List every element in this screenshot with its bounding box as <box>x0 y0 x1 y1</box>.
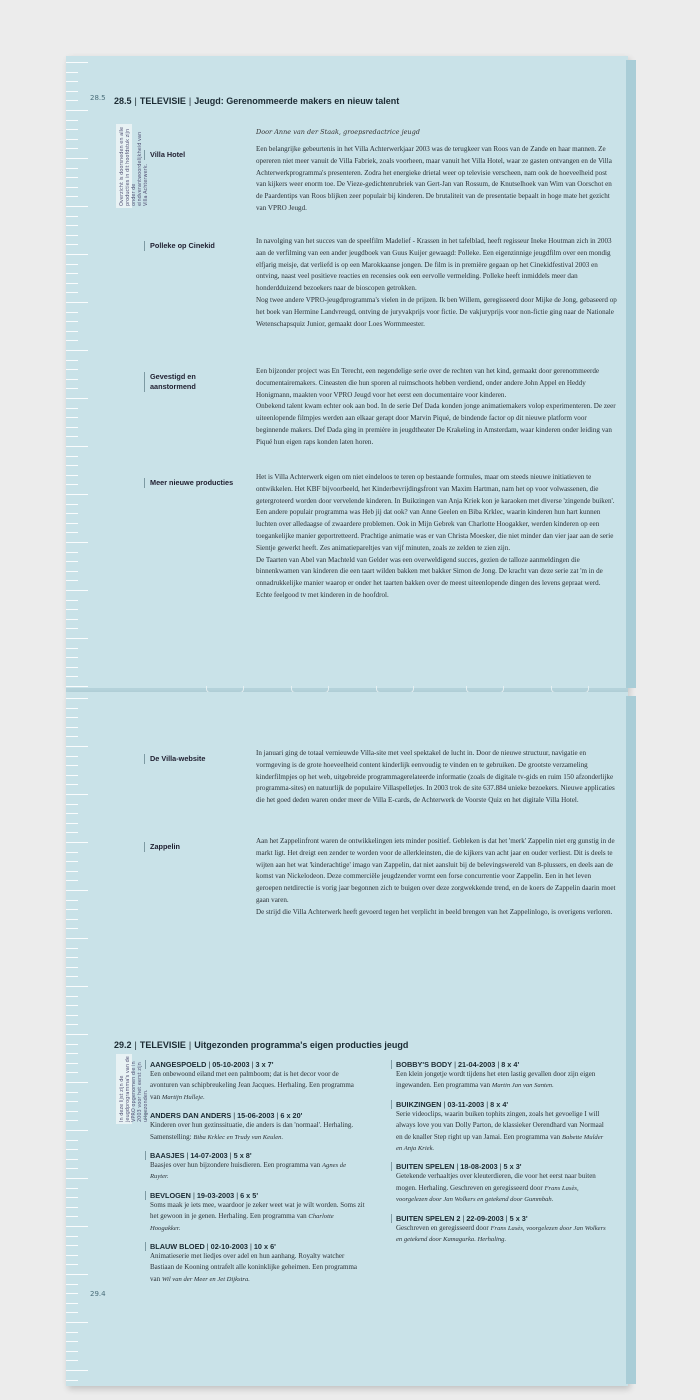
ruler-tick <box>66 1264 78 1265</box>
ruler-tick <box>66 1168 78 1169</box>
program-text: Geschreven en geregisseerd door <box>396 1223 491 1232</box>
program-name: BAASJES <box>150 1151 185 1161</box>
page-marker: 29.4 <box>90 1290 106 1298</box>
program-format: 5 x 8' <box>233 1151 252 1161</box>
ruler-tick <box>66 880 78 881</box>
ruler-tick <box>66 446 88 447</box>
ruler-tick <box>66 523 78 524</box>
ruler-tick <box>66 708 78 709</box>
ruler-tick <box>66 1111 78 1112</box>
program-description <box>396 1223 611 1246</box>
ruler-tick <box>66 1245 78 1246</box>
paragraph: In januari ging de totaal vernieuwde Villa-site met veel spektakel de lucht in. Door de nieuwe structuur, navigatie en vormgeving is de grote hoeveelheid content kinderlijk eenvoudig te vinden en te gebruiken. De grootste verzameling kinderfilmpjes op het web, uitgebreide programmagerelateerde informatie (zoals de digitale tv-gids en ruim 150 afzonderlijke programma-sites) en natuurlijk de populaire Villaspelletjes. In 2003 trok de site 637.884 unieke bezoekers. Nieuwe applicaties die het goed deden waren onder meer de Villa E-cards, de Achterwerk de Voorste Quiz en het digitale Villa Hotel. <box>256 749 615 805</box>
ruler-tick <box>66 1332 78 1333</box>
ruler-tick <box>66 628 78 629</box>
ruler-tick <box>66 561 78 562</box>
ruler-tick <box>66 909 78 910</box>
ruler-tick <box>66 996 78 997</box>
program-format: 6 x 20' <box>280 1111 303 1121</box>
program-list-left <box>150 1060 365 1293</box>
ruler-tick <box>66 369 78 370</box>
program-credit: Agnes de Ruyter. <box>150 1162 347 1181</box>
program-name: BUITEN SPELEN 2 <box>396 1213 461 1223</box>
ruler-tick <box>66 283 78 284</box>
program-date: 22-09-2003 <box>466 1213 504 1223</box>
ruler-tick <box>66 638 88 639</box>
ruler-tick <box>66 948 78 949</box>
ruler-tick <box>66 62 88 63</box>
ruler-tick <box>66 148 78 149</box>
ruler-tick <box>66 273 78 274</box>
program-text: Soms maak je iets mee, waardoor je zeker weet wat je wilt worden. Soms zit het gewoon in je genen. Herhaling. Een programma van <box>150 1200 365 1221</box>
entry-text <box>256 236 618 330</box>
side-note-text: In deze lijst zijn de jeugdprogramma's van de VPRO opgenomen die in 2003 voor het eerst zijn uitgezonden. <box>119 1056 149 1122</box>
program-header: BUITEN SPELEN | 18-08-2003 | 5 x 3' <box>391 1162 611 1171</box>
side-note <box>116 124 149 208</box>
ruler-tick <box>66 1044 78 1045</box>
program-date: 18-08-2003 <box>460 1162 498 1172</box>
program-date: 05-10-2003 <box>212 1060 250 1069</box>
ruler-tick <box>66 736 78 737</box>
ruler-tick <box>66 1255 78 1256</box>
section-title: Uitgezonden programma's eigen producties jeugd <box>194 1040 409 1050</box>
ruler-tick <box>66 1207 78 1208</box>
ruler-tick <box>66 842 88 843</box>
ruler-tick <box>66 1178 88 1179</box>
program-format: 5 x 3' <box>503 1162 522 1172</box>
ruler-tick <box>66 340 78 341</box>
program-description <box>150 1069 365 1103</box>
ruler-tick <box>66 938 88 939</box>
ruler-tick <box>66 1293 78 1294</box>
section-number: 29.2 <box>114 1040 132 1050</box>
ruler-tick <box>66 475 78 476</box>
ruler-tick <box>66 456 78 457</box>
ruler-tick <box>66 417 78 418</box>
entry-text <box>256 144 618 215</box>
program-date: 03-11-2003 <box>447 1099 485 1109</box>
ruler-tick <box>66 1130 88 1131</box>
ruler-tick <box>66 235 78 236</box>
ruler-tick <box>66 1072 78 1073</box>
section-title: Jeugd: Gerenommeerde makers en nieuw talent <box>194 96 400 106</box>
ruler-tick <box>66 292 78 293</box>
ruler-tick <box>66 1120 78 1121</box>
ruler-tick <box>66 388 78 389</box>
paragraph: Een bijzonder project was En Terecht, een negendelige serie over de rechten van het kind, gemaakt door gerenommeerde documentairemakers. Cineasten die hun sporen al ruimschoots hebben verdiend, onder andere John Appel en Heddy Honigmann, maakten voor VPRO Jeugd voor het eerst een documentaire voor kinderen. <box>256 367 600 399</box>
program-description <box>396 1069 611 1092</box>
program-format: 10 x 6' <box>253 1242 276 1252</box>
ruler-tick <box>66 619 78 620</box>
margin-ruler <box>66 56 92 690</box>
entry-title: Gevestigd en aanstormend <box>144 372 240 392</box>
ruler-tick <box>66 871 78 872</box>
bottom-page <box>66 692 628 1386</box>
ruler-tick <box>66 1303 78 1304</box>
paragraph: Het is Villa Achterwerk eigen om niet eindeloos te teren op bestaande formules, maar om steeds nieuwe initiatieven te ontwikkelen. Het KBF bijvoorbeeld, het Kinderbevrijdingsfront van Maxim Hartman, nam het op voor volwassenen, die getergroteerd worden door vervelende kinderen. In Buikzingen van Anja Kriek kon je karaoken met diverse 'zingende buiken'. Een andere populair programma was Heb jij dat ook? van Anne Geelen en Biba Krklec, waarin kinderen hun hart kunnen luchten over alledaagse of zwaardere problemen. Ook in Mijn Gebrek van Charlotte Hoogakker, werden kinderen op een toegankelijke manier geportretteerd. Prachtige animatie was er van Christa Moesker, die niet minder dan vier jaar aan de serie Sientje gewerkt heeft. Zes animatiepareltjes van vijf minuten, zoals ze zelden te zien zijn. <box>256 473 615 552</box>
program-format: 6 x 5' <box>240 1190 259 1200</box>
entry-title: De Villa-website <box>144 754 240 764</box>
margin-ruler <box>66 692 92 1386</box>
ruler-tick <box>66 657 78 658</box>
program-name: BLAUW BLOED <box>150 1242 205 1252</box>
program-credit: Biba Krklec en Trudy van Keulen. <box>193 1133 284 1141</box>
ruler-tick <box>66 120 78 121</box>
program-name: BOBBY'S BODY <box>396 1060 453 1069</box>
booklet <box>66 56 628 1394</box>
program-item <box>150 1151 365 1183</box>
section-category: TELEVISIE <box>139 96 186 106</box>
program-date: 19-03-2003 <box>196 1190 235 1200</box>
ruler-tick <box>66 765 78 766</box>
ruler-tick <box>66 129 78 130</box>
ruler-tick <box>66 436 78 437</box>
ruler-tick <box>66 379 78 380</box>
ruler-tick <box>66 600 78 601</box>
entry-text <box>256 472 618 602</box>
ruler-tick <box>66 1082 88 1083</box>
ruler-tick <box>66 465 78 466</box>
ruler-tick <box>66 1159 78 1160</box>
ruler-tick <box>66 1063 78 1064</box>
side-note-text: Overzicht is doorsneden en alle producties in dit hoofdstuk zijn onder de eindverantwoordelijkheid van Villa Achterwerk. <box>119 126 149 206</box>
ruler-tick <box>66 823 78 824</box>
ruler-tick <box>66 852 78 853</box>
program-item <box>396 1162 611 1205</box>
ruler-tick <box>66 312 78 313</box>
ruler-tick <box>66 1024 78 1025</box>
program-format: 8 x 4' <box>490 1099 509 1109</box>
program-header: BEVLOGEN | 19-03-2003 | 6 x 5' <box>145 1191 365 1200</box>
ruler-tick <box>66 1380 78 1381</box>
ruler-tick <box>66 494 88 495</box>
byline: Door Anne van der Staak, groepsredactrice jeugd <box>256 128 420 136</box>
ruler-tick <box>66 513 78 514</box>
paragraph: De strijd die Villa Achterwerk heeft gevoerd tegen het verplicht in beeld brengen van het Zappelinlogo, is overigens verloren. <box>256 907 613 916</box>
section-header: 28.5 | TELEVISIE | Jeugd: Gerenommeerde makers en nieuw talent <box>114 96 400 106</box>
program-header: BUIKZINGEN | 03-11-2003 | 8 x 4' <box>391 1100 611 1109</box>
ruler-tick <box>66 1197 78 1198</box>
program-item <box>150 1191 365 1234</box>
section-number: 28.5 <box>114 96 132 106</box>
program-name: BUITEN SPELEN <box>396 1162 455 1172</box>
ruler-tick <box>66 408 78 409</box>
entry-title: Meer nieuwe producties <box>144 478 240 488</box>
program-date: 14-07-2003 <box>190 1151 228 1161</box>
program-name: BEVLOGEN <box>150 1190 191 1200</box>
ruler-tick <box>66 264 78 265</box>
program-item <box>396 1060 611 1092</box>
ruler-tick <box>66 196 78 197</box>
ruler-tick <box>66 727 78 728</box>
paragraph: In navolging van het succes van de speelfilm Madelief - Krassen in het tafelblad, heeft regisseur Ineke Houtman zich in 2003 aan de verfilming van een ander jeugdboek van Guus Kuijer gewaagd: Polleke. Een eigenzinnige jeugdfilm over een mondig elfjarig meisje, dat verliefd is op een Marokkaanse jongen. De film is in première gegaan op het Cinekidfestival 2003 en ontving, naast veel positieve reacties en recensies ook een eervolle vermelding. Polleke heeft inmiddels meer dan honderdduizend bezoekers naar de bioscopen getrokken. <box>256 237 612 293</box>
program-text: Kinderen over hun gezinssituatie, die anders is dan 'normaal'. Herhaling. Samenstelling: <box>150 1121 354 1141</box>
ruler-tick <box>66 206 88 207</box>
ruler-tick <box>66 717 78 718</box>
entry-text <box>256 748 618 807</box>
ruler-tick <box>66 957 78 958</box>
program-date: 21-04-2003 <box>457 1060 496 1069</box>
ruler-tick <box>66 484 78 485</box>
ruler-tick <box>66 580 78 581</box>
ruler-tick <box>66 1092 78 1093</box>
program-text: Getekende verhaaltjes over kleuterdieren, die voor het eerst naar buiten mogen. Herhaling. Geschreven en geregisseerd door <box>396 1172 596 1192</box>
ruler-tick <box>66 1370 88 1371</box>
program-credit: Charlotte Hoogakker. <box>150 1213 334 1232</box>
program-header: AANGESPOELD | 05-10-2003 | 3 x 7' <box>145 1060 365 1069</box>
ruler-tick <box>66 216 78 217</box>
ruler-tick <box>66 254 88 255</box>
paragraph: Aan het Zappelinfront waren de ontwikkelingen iets minder positief. Gebleken is dat het 'merk' Zappelin niet erg gunstig in de markt ligt. Het dreigt een zender te worden voor de allerkleinsten, die de kijkers van acht jaar en ouder verliest. Dit is deels te wijten aan het wat 'kinderachtige' imago van Zappelin, dat niet aansluit bij de belevingswereld van 8-plussers, en deels aan de komst van Nickelodeon. Deze commerciële jeugdzender vormt een forse concurrentie voor Zappelin. Een in het leven geroepen netdirectie is vorig jaar begonnen zich te buigen over deze zorgwekkende trend, en de koers de Zappelin daarin moet gaan varen. <box>256 837 616 904</box>
ruler-tick <box>66 698 88 699</box>
program-name: ANDERS DAN ANDERS <box>150 1111 232 1121</box>
ruler-tick <box>66 72 78 73</box>
ruler-tick <box>66 177 78 178</box>
ruler-tick <box>66 1322 88 1323</box>
program-description <box>150 1120 365 1143</box>
ruler-tick <box>66 1360 78 1361</box>
program-date: 02-10-2003 <box>210 1242 248 1252</box>
ruler-tick <box>66 532 78 533</box>
ruler-tick <box>66 1274 88 1275</box>
entry-title: Polleke op Cinekid <box>144 241 240 251</box>
ruler-tick <box>66 1312 78 1313</box>
ruler-tick <box>66 676 78 677</box>
program-list-right <box>396 1060 611 1253</box>
ruler-tick <box>66 928 78 929</box>
ruler-tick <box>66 832 78 833</box>
entry-text <box>256 366 618 449</box>
section-header: 29.2 | TELEVISIE | Uitgezonden programma's eigen producties jeugd <box>114 1040 409 1050</box>
program-format: 8 x 4' <box>501 1060 520 1069</box>
ruler-tick <box>66 321 78 322</box>
ruler-tick <box>66 667 78 668</box>
ruler-tick <box>66 986 88 987</box>
ruler-tick <box>66 244 78 245</box>
ruler-tick <box>66 100 78 101</box>
ruler-tick <box>66 784 78 785</box>
program-item <box>396 1214 611 1246</box>
ruler-tick <box>66 804 78 805</box>
ruler-tick <box>66 813 78 814</box>
ruler-tick <box>66 900 78 901</box>
program-text: Baasjes over hun bijzondere huisdieren. Een programma van <box>150 1161 323 1170</box>
program-header: BAASJES | 14-07-2003 | 5 x 8' <box>145 1151 365 1160</box>
program-credit: Babette Mulder en Anja Kriek. <box>396 1133 604 1153</box>
ruler-tick <box>66 1216 78 1217</box>
program-description <box>150 1160 365 1183</box>
ruler-tick <box>66 571 78 572</box>
program-header: BUITEN SPELEN 2 | 22-09-2003 | 5 x 3' <box>391 1214 611 1223</box>
program-description <box>396 1171 611 1205</box>
program-text: Een onbewoond eiland met een palmboom; dat is het decor voor de avonturen van schipbreukeling Jean Jacques. Herhaling. Een programma van <box>150 1070 354 1101</box>
top-page <box>66 56 628 690</box>
ruler-tick <box>66 360 78 361</box>
ruler-tick <box>66 686 88 687</box>
program-text: Een klein jongetje wordt tijdens het eten lastig gevallen door zijn eigen ingewanden. Een programma van <box>396 1070 596 1090</box>
ruler-tick <box>66 139 78 140</box>
ruler-tick <box>66 794 88 795</box>
program-credit: Frans Lasès, voorgelezen door Jan Wolkers en getekend door Gummbah. <box>396 1184 579 1204</box>
program-text: Serie videoclips, waarin buiken tophits zingen, zoals het gevoelige I will always love you van Dolly Parton, de klassieker Oerendhard van Normaal en de knaller Step right up van Jamai. Een programma van <box>396 1109 604 1141</box>
program-credit: Wil van der Meer en Jet Dijkstra. <box>161 1275 250 1283</box>
ruler-tick <box>66 919 78 920</box>
ruler-tick <box>66 1053 78 1054</box>
ruler-tick <box>66 1101 78 1102</box>
paragraph: De Taarten van Abel van Machteld van Gelder was een overweldigend succes, gezien de talloze aanmeldingen die binnenkwamen van kinderen die een taart wilden bakken met bakker Simon de Jong. De kracht van deze serie zat 'm in de onnadrukkelijke manier waarop er onder het taarten bakken over de meest uiteenlopende dingen des levens gepraat werd. Echte feelgood tv met kinderen in de hoofdrol. <box>256 555 603 599</box>
program-text: Animatieserie met liedjes over adel en hun aanhang. Royalty watcher Bastiaan de Kooning ontrafelt alle koninklijke geheimen. Een programma van <box>150 1252 358 1283</box>
program-description <box>150 1200 365 1234</box>
paragraph: Nog twee andere VPRO-jeugdprogramma's vielen in de prijzen. Ik ben Willem, geregisseerd door Mijke de Jong, gebaseerd op het boek van Hermine Landvreugd, ontving de juryvakprijs voor fictie. De vakjuryprijs voor non-fictie ging naar de Nationale Wetenschapsquiz Junior, gemaakt door Loes Wormmeester. <box>256 295 617 328</box>
ruler-tick <box>66 1034 88 1035</box>
paragraph: Onbekend talent kwam echter ook aan bod. In de serie Def Dada konden jonge animatiemakers volop experimenteren. De zeer uiteenlopende filmpjes werden aan elkaar gerapt door Marvin Piqué, de bindende factor op dit nieuwe platform voor beginnende makers. Def Dada ging in première in jeugdtheater De Krakeling in Amsterdam, waar kinderen onder leiding van Piqué hun eigen raps konden laten horen. <box>256 402 616 446</box>
ruler-tick <box>66 1341 78 1342</box>
program-header: BLAUW BLOED | 02-10-2003 | 10 x 6' <box>145 1242 365 1251</box>
ruler-tick <box>66 81 78 82</box>
ruler-tick <box>66 590 88 591</box>
ruler-tick <box>66 1284 78 1285</box>
ruler-tick <box>66 542 88 543</box>
program-credit: Martin Jan van Santen. <box>491 1082 554 1090</box>
entry-title: Zappelin <box>144 842 240 852</box>
page-marker: 28.5 <box>90 94 106 102</box>
ruler-tick <box>66 302 88 303</box>
ruler-tick <box>66 398 88 399</box>
ruler-tick <box>66 331 78 332</box>
ruler-tick <box>66 775 78 776</box>
ruler-tick <box>66 1226 88 1227</box>
ruler-tick <box>66 1149 78 1150</box>
ruler-tick <box>66 976 78 977</box>
program-item <box>150 1242 365 1285</box>
ruler-tick <box>66 427 78 428</box>
ruler-tick <box>66 225 78 226</box>
ruler-tick <box>66 1188 78 1189</box>
ruler-tick <box>66 1015 78 1016</box>
ruler-tick <box>66 756 78 757</box>
ruler-tick <box>66 648 78 649</box>
program-header: ANDERS DAN ANDERS | 15-06-2003 | 6 x 20' <box>145 1111 365 1120</box>
ruler-tick <box>66 504 78 505</box>
program-item <box>396 1100 611 1155</box>
ruler-tick <box>66 552 78 553</box>
ruler-tick <box>66 967 78 968</box>
program-description <box>150 1251 365 1285</box>
program-format: 3 x 7' <box>255 1060 274 1069</box>
ruler-tick <box>66 1351 78 1352</box>
program-description <box>396 1109 611 1155</box>
ruler-tick <box>66 110 88 111</box>
program-header: BOBBY'S BODY | 21-04-2003 | 8 x 4' <box>391 1060 611 1069</box>
program-date: 15-06-2003 <box>237 1111 275 1121</box>
program-credit: Martijn Hulleje. <box>161 1093 205 1101</box>
ruler-tick <box>66 187 78 188</box>
program-name: AANGESPOELD <box>150 1060 207 1069</box>
ruler-tick <box>66 861 78 862</box>
page-edge <box>626 60 636 688</box>
ruler-tick <box>66 746 88 747</box>
side-note <box>116 1054 149 1124</box>
ruler-tick <box>66 158 88 159</box>
section-category: TELEVISIE <box>139 1040 186 1050</box>
ruler-tick <box>66 350 88 351</box>
page-edge <box>626 696 636 1384</box>
entry-title: Villa Hotel <box>144 150 240 160</box>
program-format: 5 x 3' <box>509 1213 528 1223</box>
ruler-tick <box>66 168 78 169</box>
ruler-tick <box>66 1140 78 1141</box>
ruler-tick <box>66 1236 78 1237</box>
ruler-tick <box>66 890 88 891</box>
entry-text <box>256 836 618 919</box>
program-item <box>150 1111 365 1143</box>
program-name: BUIKZINGEN <box>396 1099 442 1109</box>
ruler-tick <box>66 1005 78 1006</box>
program-item <box>150 1060 365 1103</box>
ruler-tick <box>66 91 78 92</box>
program-credit: Frans Lasès, voorgelezen door Jan Wolkers en getekend door Kamagurka. Herhaling. <box>396 1224 606 1244</box>
paragraph: Een belangrijke gebeurtenis in het Villa Achterwerkjaar 2003 was de terugkeer van Roos van de Zande en haar mannen. Ze opereren niet meer vanuit de Villa Fabriek, zoals voorheen, maar vanuit het Villa Hotel, waar ze gasten ontvangen en de Villa Achterwerkprogramma's presenteren. Zodra het energieke drietal weer op televisie verscheen, nam ook de hoeveelheid post van kijkers weer enorm toe. De Vieze-gedichtenrubriek van Gert-Jan van Rossum, de Knutselhoek van Wim van Oorschot en de Paardentips van Roos blijken zeer populair bij kinderen. De brutaliteit van de presentatie bepaalt in hoge mate het gezicht van VPRO Jeugd. <box>256 145 612 212</box>
ruler-tick <box>66 609 78 610</box>
